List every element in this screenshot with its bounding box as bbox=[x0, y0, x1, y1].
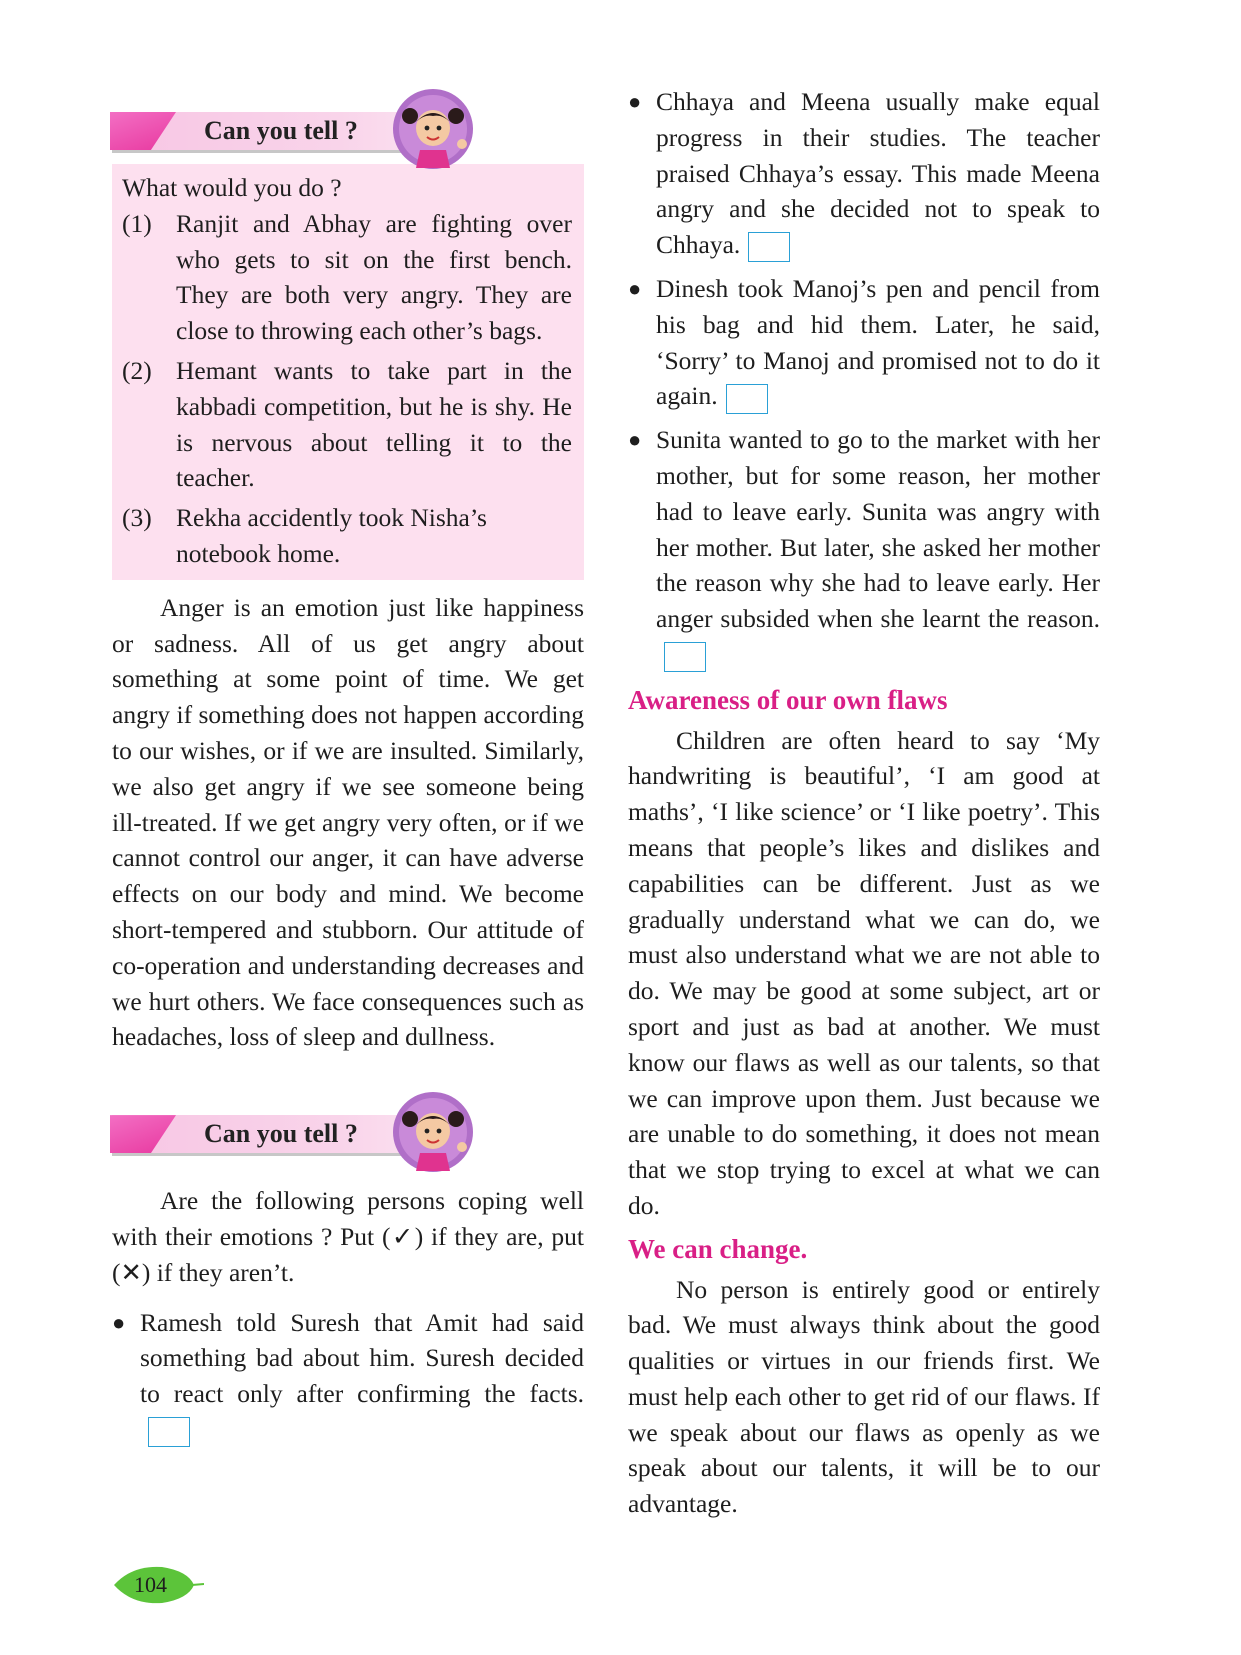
bullet-item: ● Sunita wanted to go to the market with her mother, but for some reason, her mother had to leave early. Sunita was angry with her mother. But later, she asked her mother the reason why she had to leave early. Her anger subsided when she learnt the reason. bbox=[628, 422, 1100, 673]
flaws-paragraph: Children are often heard to say ‘My handwriting is beautiful’, ‘I am good at maths’, ‘I like science’ or ‘I like poetry’. This means that people’s likes and dislikes and capabilities can be different. Just as we gradually understand what we can do, we must also understand what we are not able to do. We may be good at some subject, art or sport and just as bad at another. We must know our flaws as well as our talents, so that we can improve upon them. Just because we are unable to do something, it does not mean that we stop trying to excel at what we can do. bbox=[628, 725, 1100, 1220]
bullet-icon: ● bbox=[628, 427, 642, 453]
section-heading-flaws: Awareness of our own flaws bbox=[628, 684, 948, 715]
answer-checkbox[interactable] bbox=[748, 232, 790, 262]
answer-checkbox[interactable] bbox=[148, 1417, 190, 1447]
page-number-badge bbox=[112, 1565, 194, 1605]
left-column bbox=[112, 86, 584, 1448]
bullet-item: ● Chhaya and Meena usually make equal progress in their studies. The teacher praised Chhaya’s essay. This made Meena angry and she decided not to speak to Chhaya. bbox=[628, 84, 1100, 263]
girl-mascot-icon bbox=[390, 86, 476, 172]
coping-question: Are the following persons coping well with their emotions ? Put (✓) if they are, put (✕) if they aren’t. bbox=[112, 1186, 584, 1287]
banner-label: Can you tell ? bbox=[204, 116, 358, 145]
can-you-tell-banner-1 bbox=[112, 86, 584, 168]
section-heading-change: We can change. bbox=[628, 1233, 808, 1264]
change-paragraph: No person is entirely good or entirely bad. We must always think about the good qualities or virtues in our friends first. We must help each other to get rid of our flaws. If we speak about our flaws as openly as we speak about our talents, it will be to our advantage. bbox=[628, 1274, 1100, 1519]
answer-checkbox[interactable] bbox=[664, 642, 706, 672]
answer-checkbox[interactable] bbox=[726, 384, 768, 414]
page-number: 104 bbox=[134, 1572, 167, 1597]
bullet-icon: ● bbox=[112, 1309, 126, 1335]
what-would-you-do-box bbox=[112, 164, 584, 580]
girl-mascot-icon bbox=[390, 1089, 476, 1175]
box-intro: What would you do ? bbox=[122, 173, 342, 202]
banner-label: Can you tell ? bbox=[204, 1119, 358, 1149]
can-you-tell-banner-2 bbox=[112, 1089, 584, 1171]
list-item: (1) Ranjit and Abhay are fighting over who gets to sit on the first bench. They are both very angry. They are close to throwing each other’s bags. bbox=[122, 208, 572, 346]
list-item: (3) Rekha accidently took Nisha’s notebook home. bbox=[122, 503, 487, 568]
anger-paragraph: Anger is an emotion just like happiness or sadness. All of us get angry about something at some point of time. We get angry if something does not happen according to our wishes, or if we are insulted. Similarly, we also get angry if we see someone being ill-treated. If we get angry very often, or if we cannot control our anger, it can have adverse effects on our body and mind. We become short-tempered and stubborn. Our attitude of co-operation and understanding decreases and we hurt others. We face consequences such as headaches, loss of sleep and dullness. bbox=[112, 592, 584, 1052]
bullet-icon: ● bbox=[628, 275, 642, 301]
right-column bbox=[628, 84, 1100, 1522]
bullet-item: ● Ramesh told Suresh that Amit had said something bad about him. Suresh decided to react only after confirming the facts. bbox=[112, 1305, 584, 1448]
bullet-item: ● Dinesh took Manoj’s pen and pencil from his bag and hid them. Later, he said, ‘Sorry’ to Manoj and promised not to do it again. bbox=[628, 271, 1100, 414]
list-item: (2) Hemant wants to take part in the kabbadi competition, but he is shy. He is nervous about telling it to the teacher. bbox=[122, 355, 572, 493]
bullet-icon: ● bbox=[628, 89, 642, 114]
